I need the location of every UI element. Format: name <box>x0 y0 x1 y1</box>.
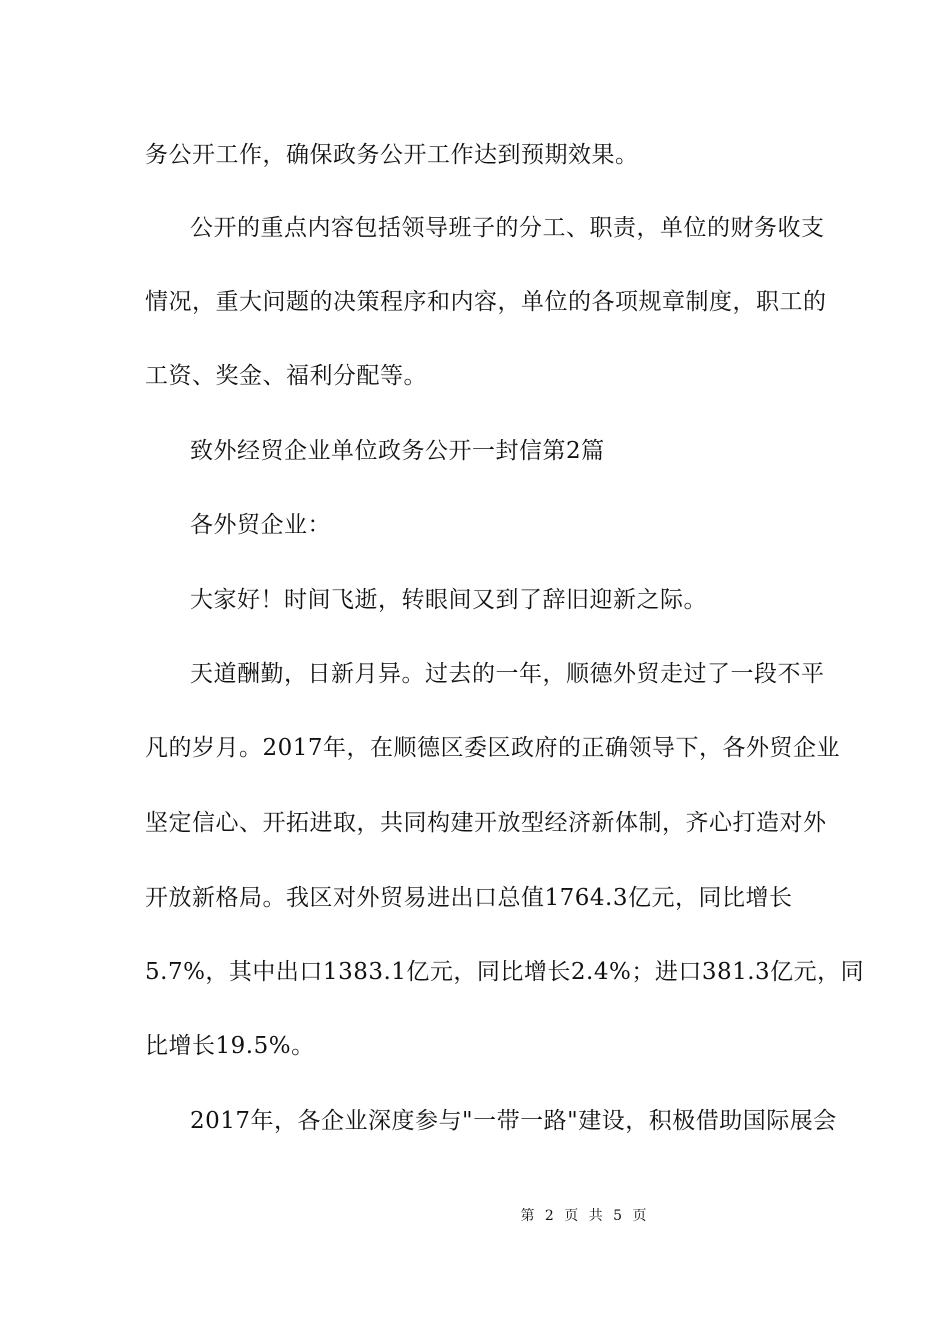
section-title: 致外经贸企业单位政务公开一封信第2篇 <box>190 438 605 464</box>
paragraph-line: 情况，重大问题的决策程序和内容，单位的各项规章制度，职工的 <box>145 289 827 315</box>
paragraph-line: 开放新格局。我区对外贸易进出口总值1764.3亿元，同比增长 <box>145 885 793 911</box>
paragraph-line: 2017年，各企业深度参与"一带一路"建设，积极借助国际展会 <box>190 1108 837 1134</box>
paragraph-line: 天道酬勤，日新月异。过去的一年，顺德外贸走过了一段不平 <box>190 661 825 687</box>
paragraph-line: 公开的重点内容包括领导班子的分工、职责，单位的财务收支 <box>190 215 825 241</box>
paragraph-line: 比增长19.5%。 <box>145 1033 315 1059</box>
paragraph-line: 凡的岁月。2017年，在顺德区委区政府的正确领导下，各外贸企业 <box>145 735 841 761</box>
paragraph-line: 大家好！时间飞逝，转眼间又到了辞旧迎新之际。 <box>190 587 707 613</box>
paragraph-line: 工资、奖金、福利分配等。 <box>145 363 427 389</box>
paragraph-line: 务公开工作，确保政务公开工作达到预期效果。 <box>145 142 639 168</box>
salutation: 各外贸企业： <box>190 512 331 538</box>
paragraph-line: 5.7%，其中出口1383.1亿元，同比增长2.4%；进口381.3亿元，同 <box>145 959 865 985</box>
page-number-footer: 第 2 页 共 5 页 <box>520 1208 650 1224</box>
paragraph-line: 坚定信心、开拓进取，共同构建开放型经济新体制，齐心打造对外 <box>145 810 827 836</box>
